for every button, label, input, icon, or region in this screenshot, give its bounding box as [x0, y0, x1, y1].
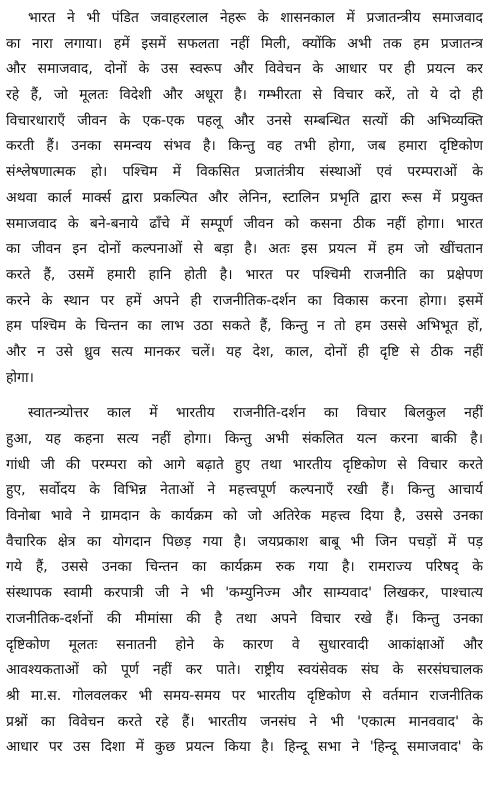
text-line: श्री मा.स. गोलवलकर भी समय-समय पर भारतीय दृष्टिकोण से वर्तमान राजनीतिक: [6, 687, 483, 704]
text-line: विनोबा भावे ने ग्रामदान के कार्यक्रम को जो अतिरेक महत्त्व दिया है, उससे उनका: [6, 508, 483, 525]
text-line: गये हैं, उससे उनका चिन्तन का कार्यक्रम रुक गया है। रामराज्य परिषद् के: [6, 559, 483, 576]
text-line: हुए, सर्वोदय के विभिन्न नेताओं ने महत्त्वपूर्ण कल्पनाएँ रखी हैं। किन्तु आचार्य: [6, 482, 483, 499]
text-line: करती हैं। उनका समन्वय संभव है। किन्तु वह तभी होगा, जब हमारा दृष्टिकोण: [6, 138, 483, 155]
text-line: भारत ने भी पंडित जवाहरलाल नेहरू के शासनकाल में प्रजातन्त्रीय समाजवाद: [28, 10, 483, 26]
text-line: प्रश्नों का विवेचन करते रहे हैं। भारतीय जनसंघ ने भी 'एकात्म मानववाद' के: [6, 713, 483, 730]
text-line: वैचारिक क्षेत्र का योगदान पिछड़ गया है। जयप्रकाश बाबू भी जिन पचड़ों में पड़: [6, 533, 483, 550]
text-line: आधार पर उस दिशा में कुछ प्रयत्न किया है। हिन्दू सभा ने 'हिन्दू समाजवाद' के: [6, 739, 483, 756]
text-line: दृष्टिकोण मूलतः सनातनी होने के कारण वे सुधारवादी आकांक्षाओं और: [6, 636, 483, 653]
text-line: आवश्यकताओं को पूर्ण नहीं कर पाते। राष्ट्रीय स्वयंसेवक संघ के सरसंघचालक: [6, 662, 483, 679]
text-line: संश्लेषणात्मक हो। पश्चिम में विकसित प्रजातंत्रीय संस्थाओं एवं परम्पराओं के: [6, 164, 483, 181]
text-line: करने के स्थान पर हमें अपने ही राजनीतिक-दर्शन का विकास करना होगा। इसमें: [6, 292, 483, 309]
text-line: और समाजवाद, दोनों के उस स्वरूप और विवेचन के आधार पर ही प्रयत्न कर: [6, 61, 483, 78]
text-line: स्वातन्त्र्योत्तर काल में भारतीय राजनीति-दर्शन का विचार बिलकुल नहीं: [28, 405, 483, 422]
text-line: गांधी जी की परम्परा को आगे बढ़ाते हुए तथा भारतीय दृष्टिकोण से विचार करते: [6, 456, 483, 473]
text-line: करते हैं, उसमें हमारी हानि होती है। भारत पर पश्चिमी राजनीति का प्रक्षेपण: [6, 266, 483, 283]
paragraph-2: [6, 401, 483, 761]
text-line: हुआ, यह कहना सत्य नहीं होगा। किन्तु अभी संकलित यत्न करना बाकी है।: [6, 431, 483, 447]
text-line: रहे हैं, जो मूलतः विदेशी और अधूरा है। गम्भीरता से विचार करें, तो ये दो ही: [6, 87, 483, 104]
text-line: विचारधाराएँ जीवन के एक-एक पहलू और उनसे सम्बन्धित सत्यों की अभिव्यक्ति: [6, 112, 483, 129]
text-line: का जीवन इन दोनों कल्पनाओं से बड़ा है। अतः इस प्रयत्न में हम जो खींचतान: [6, 241, 483, 258]
text-line: होगा।: [6, 369, 34, 386]
text-line: समाजवाद के बने-बनाये ढाँचे में सम्पूर्ण जीवन को कसना ठीक नहीं होगा। भारत: [6, 215, 483, 232]
text-line: संस्थापक स्वामी करपात्री जी ने भी 'कम्युनिज्म और साम्यवाद' लिखकर, पाश्चात्य: [6, 585, 483, 602]
text-line: का नारा लगाया। हमें इसमें सफलता नहीं मिली, क्योंकि अभी तक हम प्रजातन्त्र: [6, 35, 483, 52]
text-line: और न उसे ध्रुव सत्य मानकर चलें। यह देश, काल, दोनों ही दृष्टि से ठीक नहीं: [6, 343, 483, 360]
text-line: राजनीतिक-दर्शनों की मीमांसा की है तथा अपने विचार रखे हैं। किन्तु उनका: [6, 610, 483, 627]
text-line: हम पश्चिम के चिन्तन का लाभ उठा सकते हैं, किन्तु न तो हम उससे अभिभूत हों,: [6, 318, 483, 335]
paragraph-1: [6, 6, 483, 391]
text-line: अथवा कार्ल मार्क्स द्वारा प्रकल्पित और लेनिन, स्टालिन प्रभृति द्वारा रूस में प्रयुक्त: [6, 189, 483, 206]
